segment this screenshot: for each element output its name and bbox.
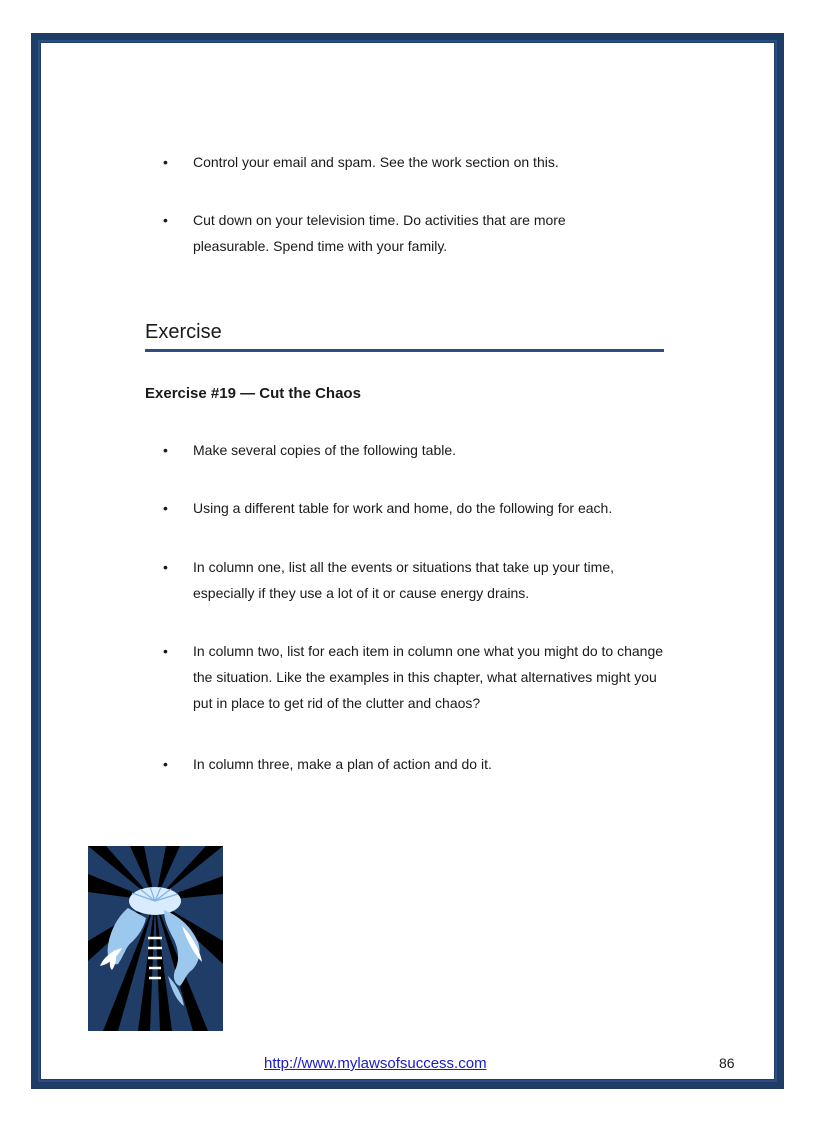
- bullet-dot: •: [163, 154, 168, 170]
- bullet-item: [163, 495, 666, 521]
- section-heading: Exercise: [145, 321, 222, 343]
- bullet-dot: •: [163, 559, 168, 575]
- bullet-item: [163, 751, 666, 777]
- bullet-item: [163, 149, 666, 175]
- bullet-text: In column one, list all the events or situations that take up your time, especially if they use a lot of it or cause energy drains.: [193, 559, 614, 601]
- bullet-item: [163, 638, 666, 716]
- head-silhouette-icon: [88, 846, 223, 1031]
- bullet-dot: •: [163, 442, 168, 458]
- bullet-dot: •: [163, 212, 168, 228]
- section-rule: [145, 349, 664, 352]
- bullet-item: [163, 437, 666, 463]
- page-number: 86: [719, 1055, 735, 1071]
- bullet-text: Using a different table for work and home, do the following for each.: [193, 500, 613, 516]
- bullet-item: [163, 207, 666, 259]
- bullet-dot: •: [163, 756, 168, 772]
- bullet-text: Control your email and spam. See the work section on this.: [193, 154, 559, 170]
- bullet-text: In column two, list for each item in column one what you might do to change the situation. Like the examples in this chapter, what alternatives might you put in place to get rid of the clutter and chaos?: [193, 643, 664, 711]
- bullet-text: In column three, make a plan of action and do it.: [193, 756, 492, 772]
- bullet-item: [163, 554, 666, 606]
- bullet-text: Cut down on your television time. Do activities that are more pleasurable. Spend time with your family.: [193, 212, 566, 254]
- bullet-text: Make several copies of the following table.: [193, 442, 457, 458]
- footer-website-link[interactable]: http://www.mylawsofsuccess.com: [264, 1055, 487, 1072]
- bullet-dot: •: [163, 643, 168, 659]
- exercise-title: Exercise #19 — Cut the Chaos: [145, 385, 361, 402]
- bullet-dot: •: [163, 500, 168, 516]
